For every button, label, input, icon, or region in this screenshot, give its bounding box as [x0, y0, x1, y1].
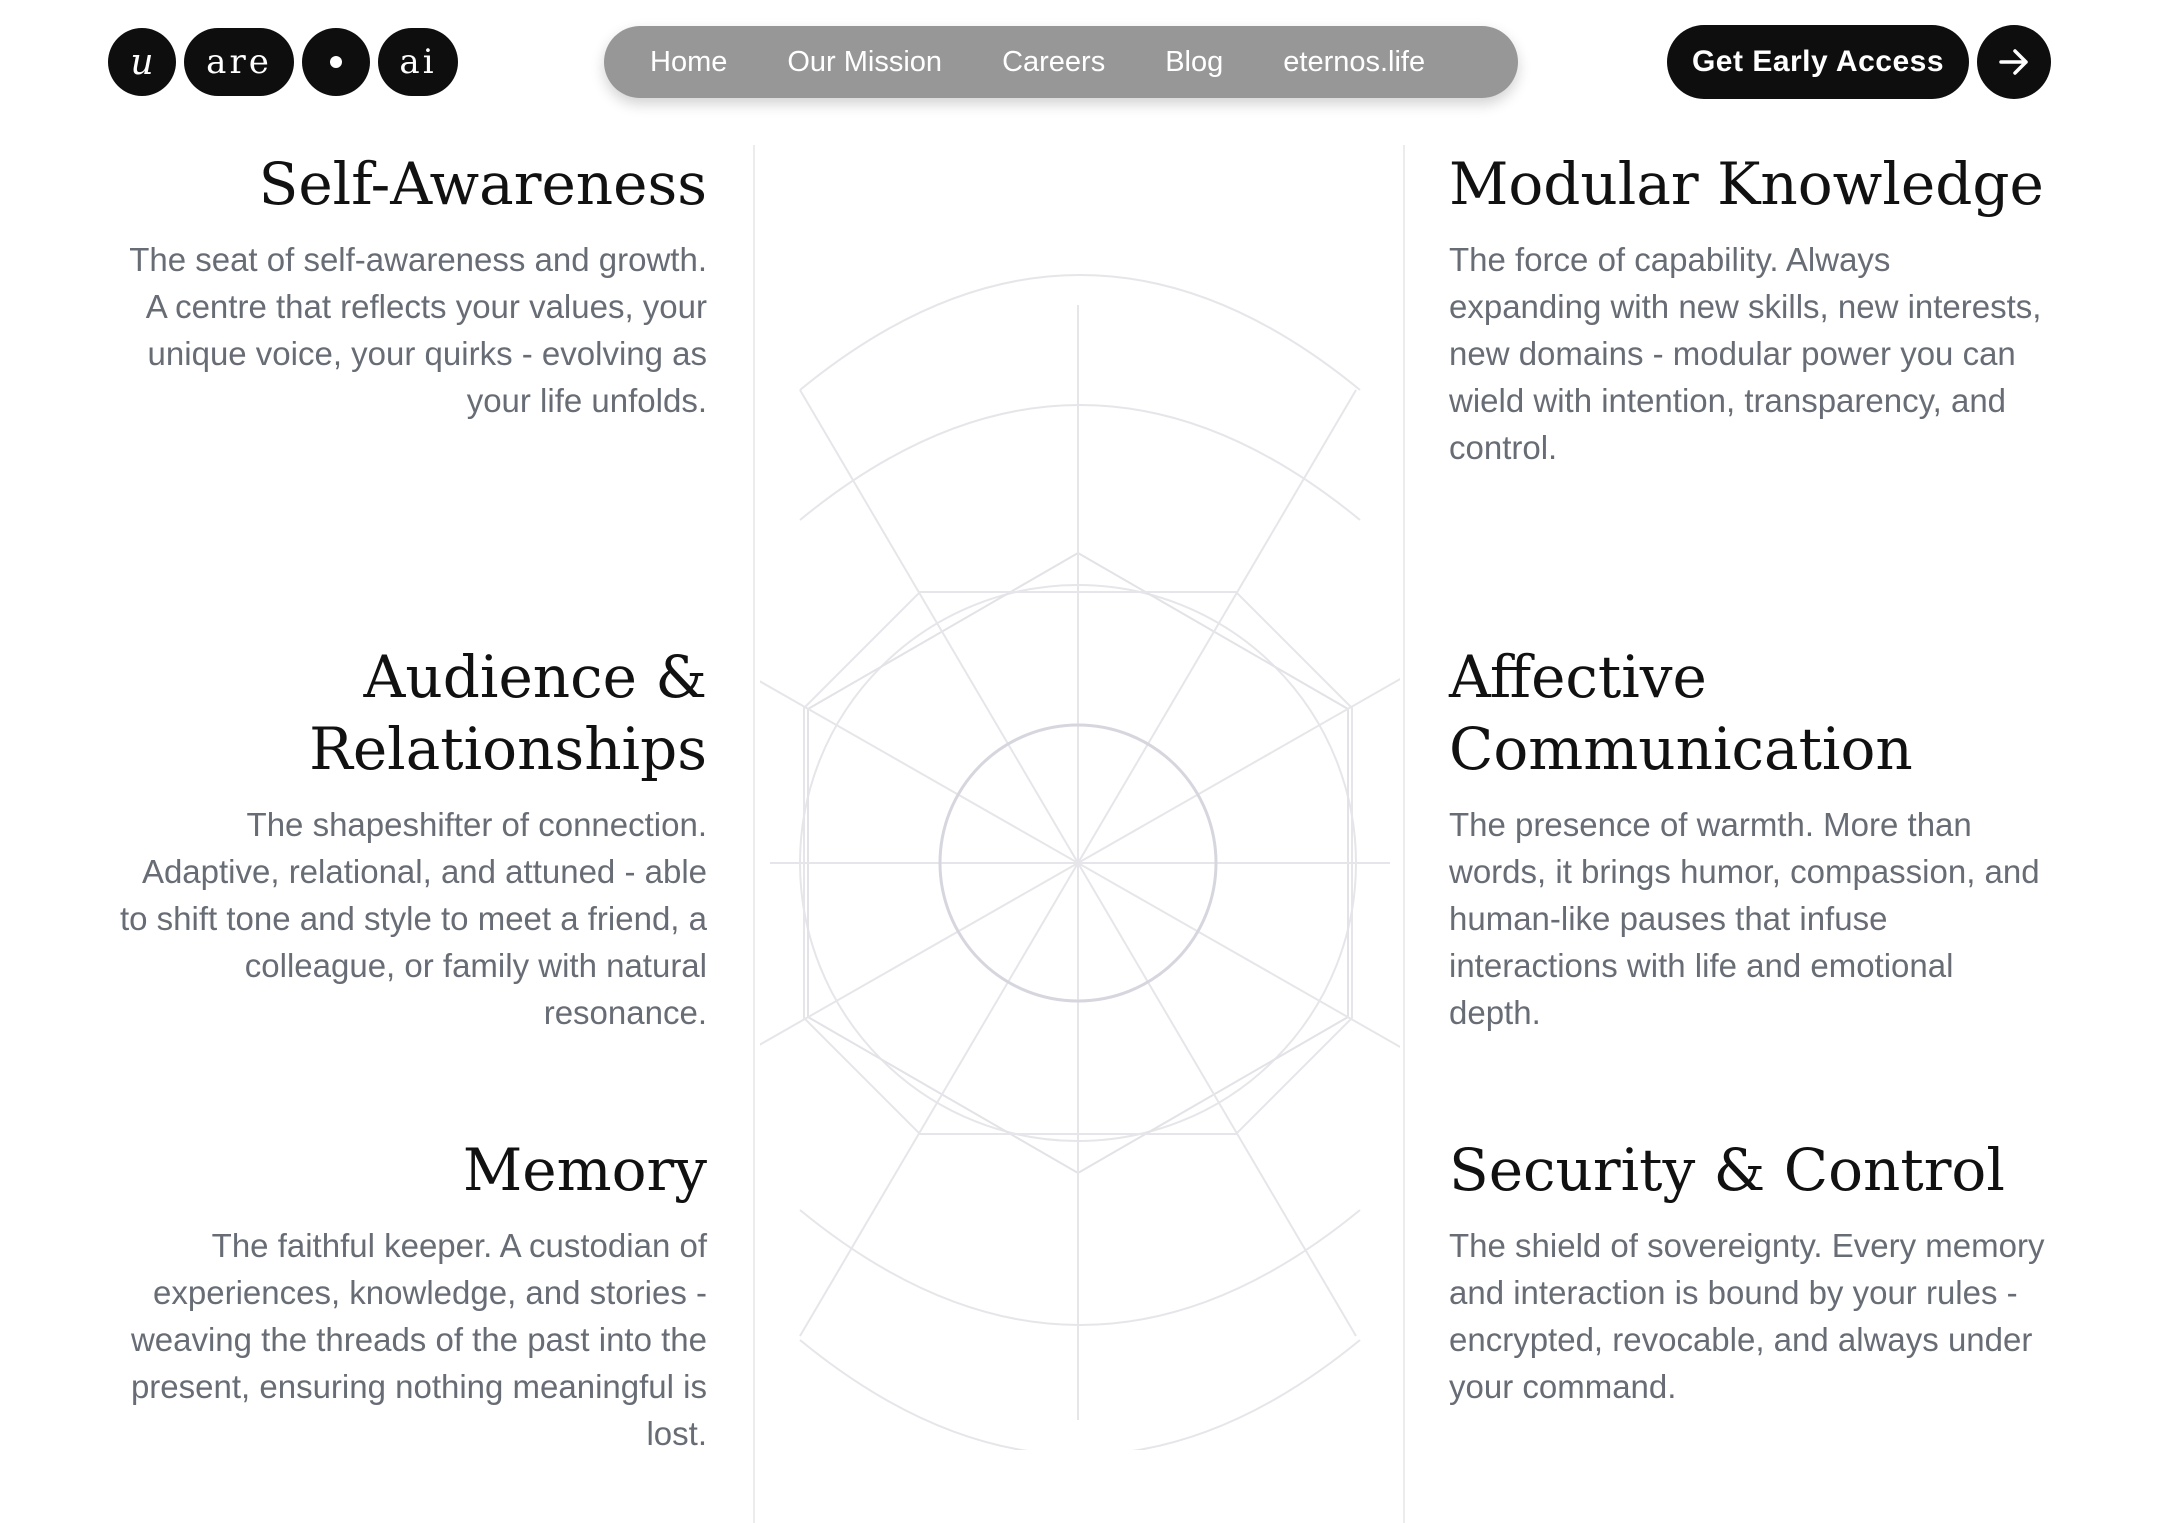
column-divider-left [753, 145, 755, 1523]
get-early-access-button[interactable]: Get Early Access [1667, 25, 1969, 99]
feature-description: The shapeshifter of connection. Adaptive, relational, and attuned - able to shift tone and style to meet a friend, a colleague, or family with natural resonance. [119, 806, 707, 1031]
feature-description: The presence of warmth. More than words, it brings humor, compassion, and human-like pauses that infuse interactions with life and emotional depth. [1449, 806, 2040, 1031]
diagram-outer-arc-top [800, 275, 1360, 390]
feature-title: Self-Awareness [258, 150, 707, 218]
logo-dot-icon [302, 28, 370, 96]
logo-u: u [108, 28, 176, 96]
arrow-right-button[interactable] [1977, 25, 2051, 99]
main-nav [604, 26, 1518, 98]
diagram-outer-arc-2 [800, 405, 1360, 520]
feature-self-awareness [110, 148, 707, 424]
nav-blog[interactable]: Blog [1165, 45, 1224, 78]
feature-affective-communication [1449, 641, 2049, 1036]
nav-home[interactable]: Home [650, 45, 728, 78]
logo-ai: ai [378, 28, 458, 96]
radial-diagram [760, 270, 1400, 1450]
logo-are: are [184, 28, 294, 96]
feature-description: The shield of sovereignty. Every memory and interaction is bound by your rules - encrypted, revocable, and always under your command. [1449, 1227, 2045, 1405]
feature-title: Security & Control [1449, 1136, 2005, 1204]
feature-description: The faithful keeper. A custodian of experiences, knowledge, and stories - weaving the threads of the past into the present, ensuring nothing meaningful is lost. [130, 1227, 707, 1452]
feature-audience-relationships [110, 641, 707, 1036]
feature-description: The seat of self-awareness and growth. A centre that reflects your values, your unique voice, your quirks - evolving as your life unfolds. [129, 241, 707, 419]
nav-our-mission[interactable]: Our Mission [787, 45, 943, 78]
feature-memory [110, 1134, 707, 1457]
feature-modular-knowledge [1449, 148, 2049, 471]
nav-eternos-life[interactable]: eternos.life [1283, 45, 1426, 78]
column-divider-right [1403, 145, 1405, 1523]
feature-title: Modular Knowledge [1449, 150, 2044, 218]
brand-logo[interactable] [108, 28, 458, 96]
feature-description: The force of capability. Always expanding with new skills, new interests, new domains - modular power you can wield with intention, transparency, and control. [1449, 241, 2042, 466]
feature-title: Memory [462, 1136, 707, 1204]
diagram-outer-arc-bottom [800, 1340, 1360, 1450]
feature-title: Affective Communication [1449, 643, 1913, 783]
feature-title: Audience & Relationships [309, 643, 707, 783]
feature-security-control [1449, 1134, 2049, 1410]
nav-careers[interactable]: Careers [1002, 45, 1106, 78]
arrow-right-icon [1997, 45, 2031, 79]
diagram-outer-arc-4 [800, 1210, 1360, 1325]
